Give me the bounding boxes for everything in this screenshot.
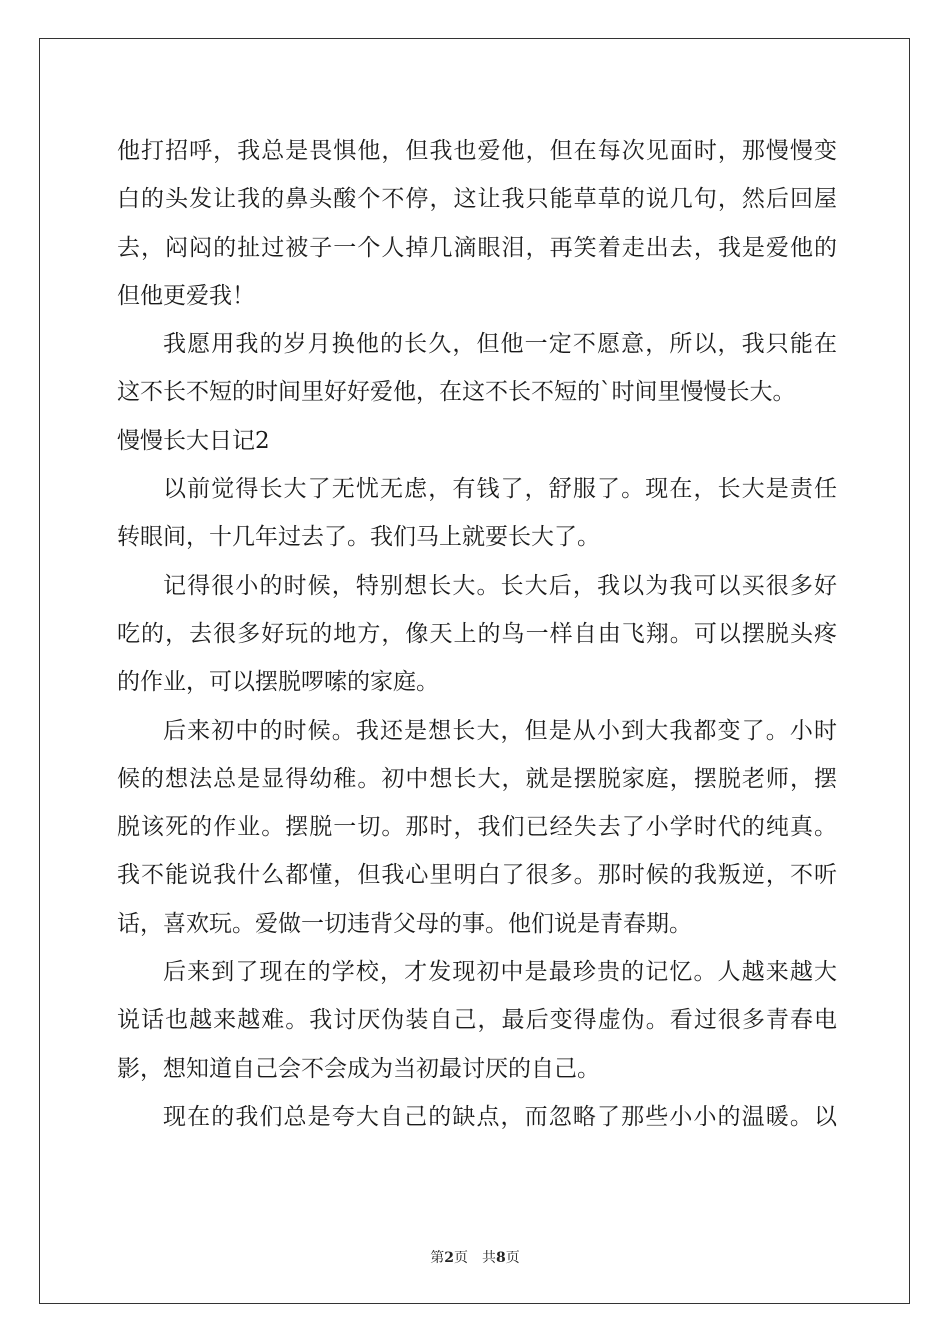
text-line: 现在的我们总是夸大自己的缺点，而忽略了那些小小的温暖。以 (163, 1103, 837, 1130)
footer-total-prefix: 共 (482, 1250, 496, 1266)
text-line: 白的头发让我的鼻头酸个不停，这让我只能草草的说几句，然后回屋 (117, 186, 837, 213)
page-footer (0, 1247, 950, 1267)
footer-total-pages: 8 (496, 1250, 506, 1266)
text-line: 我不能说我什么都懂，但我心里明白了很多。那时候的我叛逆，不听 (117, 862, 837, 889)
text-line: 他打招呼，我总是畏惧他，但我也爱他，但在每次见面时，那慢慢变 (117, 138, 837, 164)
document-body (117, 127, 837, 1141)
text-line: 的作业，可以摆脱啰嗦的家庭。 (117, 669, 439, 696)
text-line: 吃的，去很多好玩的地方，像天上的鸟一样自由飞翔。可以摆脱头疼 (117, 620, 837, 647)
text-line: 后来到了现在的学校，才发现初中是最珍贵的记忆。人越来越大 (163, 959, 837, 986)
text-line: 以前觉得长大了无忧无虑，有钱了，舒服了。现在，长大是责任 (163, 476, 837, 503)
text-line: 这不长不短的时间里好好爱他，在这不长不短的`时间里慢慢长大。 (117, 379, 796, 406)
text-line: 慢慢长大日记2 (117, 427, 270, 454)
text-line: 但他更爱我！ (117, 282, 255, 309)
text-line: 后来初中的时候。我还是想长大，但是从小到大我都变了。小时 (163, 717, 837, 744)
text-line: 转眼间，十几年过去了。我们马上就要长大了。 (117, 524, 600, 551)
footer-total-suffix: 页 (505, 1250, 520, 1266)
footer-page-number: 2 (444, 1250, 454, 1266)
text-line: 去，闷闷的扯过被子一个人掉几滴眼泪，再笑着走出去，我是爱他的 (117, 234, 837, 261)
text-line: 候的想法总是显得幼稚。初中想长大，就是摆脱家庭，摆脱老师，摆 (117, 765, 837, 792)
text-line: 脱该死的作业。摆脱一切。那时，我们已经失去了小学时代的纯真。 (117, 814, 837, 841)
text-line: 我愿用我的岁月换他的长久，但他一定不愿意，所以，我只能在 (163, 331, 837, 358)
footer-page-prefix: 第 (430, 1250, 445, 1266)
footer-page-suffix: 页 (454, 1250, 468, 1266)
text-line: 记得很小的时候，特别想长大。长大后，我以为我可以买很多好 (163, 572, 837, 599)
text-line: 影，想知道自己会不会成为当初最讨厌的自己。 (117, 1055, 600, 1082)
text-line: 说话也越来越难。我讨厌伪装自己，最后变得虚伪。看过很多青春电 (117, 1007, 837, 1034)
text-line: 话，喜欢玩。爱做一切违背父母的事。他们说是青春期。 (117, 910, 692, 937)
